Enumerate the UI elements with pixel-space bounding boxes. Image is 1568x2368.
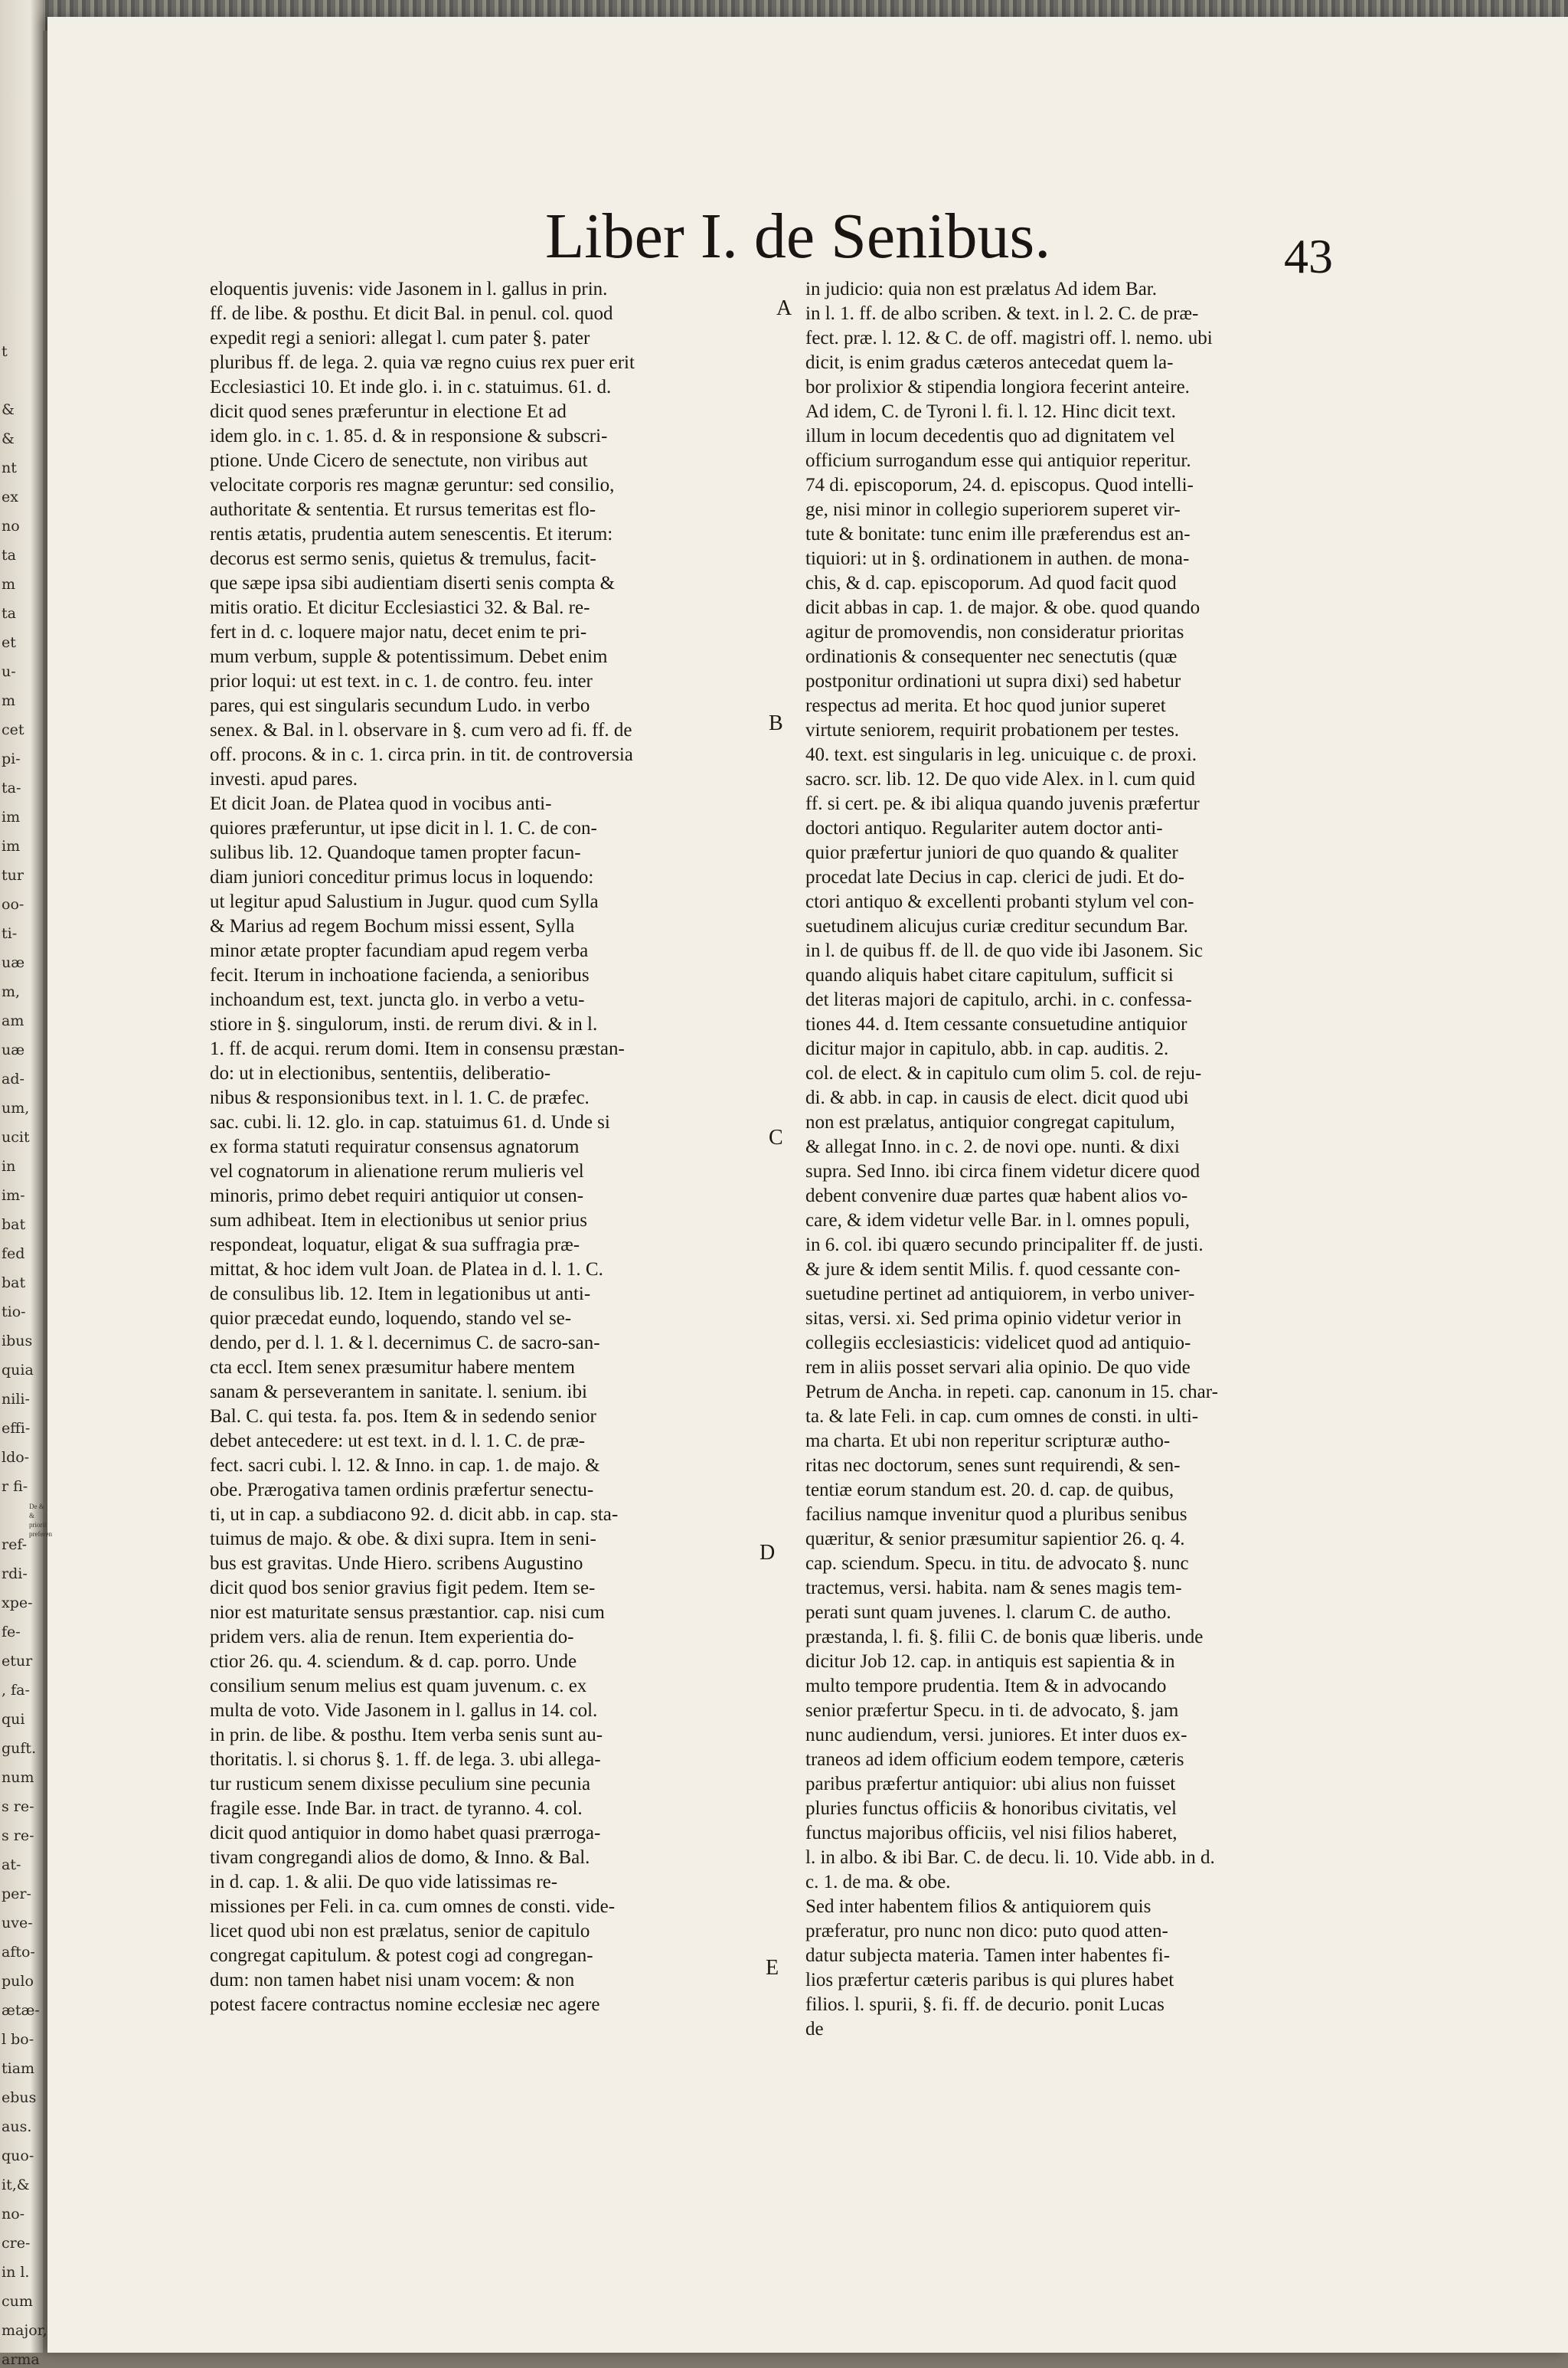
text-line: agitur de promovendis, non consideratur prioritas	[805, 622, 1184, 643]
text-line: in prin. de libe. & posthu. Item verba senis sunt au-	[210, 1725, 603, 1745]
text-line: dicit, is enim gradus cæteros antecedat quem la-	[805, 352, 1174, 373]
text-line: multo tempore prudentia. Item & in advocando	[805, 1676, 1167, 1696]
text-line: collegiis ecclesiasticis: videlicet quod ad antiquio-	[805, 1333, 1191, 1353]
previous-page-fragment: quia	[2, 1362, 34, 1379]
text-line: ff. si cert. pe. & ibi aliqua quando juvenis præfertur	[805, 793, 1200, 814]
text-line: Sed inter habentem filios & antiquiorem quis	[805, 1896, 1152, 1917]
text-line: ge, nisi minor in collegio superiorem superet vir-	[805, 499, 1181, 520]
text-line: debet antecedere: ut est text. in d. l. 1. C. de præ-	[210, 1431, 586, 1451]
text-line: traneos ad idem officium eodem tempore, cæteris	[805, 1749, 1184, 1770]
previous-page-fragment: pi-	[2, 751, 21, 767]
text-line: sac. cubi. li. 12. glo. in cap. statuimus 61. d. Unde si	[210, 1112, 610, 1133]
text-line: dicit quod antiquior in domo habet quasi prærroga-	[210, 1823, 601, 1843]
text-line: fect. præ. l. 12. & C. de off. magistri off. l. nemo. ubi	[805, 328, 1213, 348]
previous-page-fragment: at-	[2, 1856, 21, 1873]
text-line: ti, ut in cap. a subdiacono 92. d. dicit abb. in cap. sta-	[210, 1504, 619, 1525]
text-line: tractemus, versi. habita. nam & senes magis tem-	[805, 1578, 1182, 1598]
text-line: ordinationis & consequenter nec senectutis (quæ	[805, 646, 1178, 667]
previous-page-fragment: u-	[2, 663, 16, 680]
previous-page-fragment: nili-	[2, 1391, 30, 1408]
text-line: Et dicit Joan. de Platea quod in vocibus anti-	[210, 793, 552, 814]
text-line: de consulibus lib. 12. Item in legationibus ut anti-	[210, 1284, 591, 1304]
text-line: Ad idem, C. de Tyroni l. fi. l. 12. Hinc dicit text.	[805, 401, 1176, 422]
text-line: Ecclesiastici 10. Et inde glo. i. in c. statuimus. 61. d.	[210, 377, 612, 397]
previous-page-fragment: in	[2, 1158, 16, 1175]
previous-page-fragment: in l.	[2, 2264, 30, 2281]
text-line: respectus ad merita. Et hoc quod junior superet	[805, 695, 1166, 716]
previous-page-fragment: fe-	[2, 1624, 21, 1640]
previous-page-fragment: nt	[2, 460, 17, 476]
previous-page-fragment: etur	[2, 1653, 33, 1670]
text-line: dicitur major in capitulo, abb. in cap. auditis. 2.	[805, 1038, 1169, 1059]
previous-page-fragment: per-	[2, 1886, 31, 1902]
text-line: in l. 1. ff. de albo scriben. & text. in l. 2. C. de præ-	[805, 303, 1199, 324]
margin-note-line: De &	[29, 1503, 44, 1510]
previous-page-fragment: m,	[2, 983, 21, 1000]
text-line: officium surrogandum esse qui antiquior reperitur.	[805, 450, 1191, 471]
text-line: pluribus ff. de lega. 2. quia væ regno cuius rex puer erit	[210, 352, 635, 373]
text-line: ctori antiquo & excellenti probanti stylum vel con-	[805, 891, 1194, 912]
text-line: procedat late Decius in cap. clerici de judi. Et do-	[805, 867, 1184, 888]
text-line: cap. sciendum. Specu. in titu. de advocato §. nunc	[805, 1553, 1189, 1574]
text-line: & Marius ad regem Bochum missi essent, Sylla	[210, 916, 575, 937]
previous-page-fragment: bat	[2, 1274, 26, 1291]
text-line: bor prolixior & stipendia longiora fecerint anteire.	[805, 377, 1190, 397]
text-line: in judicio: quia non est prælatus Ad idem Bar.	[805, 279, 1157, 299]
text-line: pluries functus officiis & honoribus civitatis, vel	[805, 1798, 1177, 1819]
previous-page-fragment: im-	[2, 1187, 25, 1204]
previous-page-fragment: am	[2, 1012, 24, 1029]
text-line: mitis oratio. Et dicitur Ecclesiastici 32. & Bal. re-	[210, 597, 590, 618]
book-page	[47, 17, 1568, 2353]
page-title: Liber I. de Senibus.	[545, 201, 1051, 272]
previous-page-fragment: ref-	[2, 1536, 28, 1553]
previous-page-fragment: ucit	[2, 1129, 30, 1146]
previous-page-fragment: uve-	[2, 1915, 33, 1931]
text-line: 74 di. episcoporum, 24. d. episcopus. Quod intelli-	[805, 475, 1194, 496]
text-line: diam juniori conceditur primus locus in loquendo:	[210, 867, 594, 888]
previous-page-fragment: tiam	[2, 2060, 35, 2077]
previous-page-fragment: no-	[2, 2206, 25, 2222]
previous-page-fragment: um,	[2, 1100, 30, 1117]
text-line: tur rusticum senem dixisse peculium sine pecunia	[210, 1774, 591, 1794]
text-line: ptione. Unde Cicero de senectute, non viribus aut	[210, 450, 588, 471]
text-line: chis, & d. cap. episcoporum. Ad quod facit quod	[805, 573, 1177, 594]
text-line: ut legitur apud Salustium in Jugur. quod cum Sylla	[210, 891, 599, 912]
text-line: minor ætate propter facundiam apud regem verba	[210, 940, 589, 961]
text-line: supra. Sed Inno. ibi circa finem videtur dicere quod	[805, 1161, 1200, 1182]
text-line: nior est maturitate sensus præstantior. cap. nisi cum	[210, 1602, 605, 1623]
previous-page-fragment: ti-	[2, 925, 18, 942]
previous-page-fragment: it,&	[2, 2177, 30, 2193]
text-line: sitas, versi. xi. Sed prima opinio videtur verior in	[805, 1308, 1181, 1329]
text-line: functus majoribus officiis, vel nisi filios haberet,	[805, 1823, 1178, 1843]
text-line: investi. apud pares.	[210, 769, 358, 790]
text-line: prior loqui: ut est text. in c. 1. de contro. feu. inter	[210, 671, 593, 692]
text-line: expedit regi a seniori: allegat l. cum pater §. pater	[210, 328, 590, 348]
previous-page-fragment: m	[2, 576, 16, 593]
text-line: velocitate corporis res magnæ geruntur: sed consilio,	[210, 475, 615, 496]
previous-page-fragment: num	[2, 1769, 34, 1786]
previous-page-fragment: pulo	[2, 1973, 34, 1990]
text-line: quando aliquis habet citare capitulum, sufficit si	[805, 965, 1174, 986]
previous-page-fragment: et	[2, 634, 16, 651]
text-line: di. & abb. in cap. in causis de elect. dicit quod ubi	[805, 1088, 1189, 1108]
margin-note-line: priorit	[29, 1521, 47, 1529]
margin-note-line: preferen	[29, 1530, 52, 1538]
text-line: ex forma statuti requiratur consensus agnatorum	[210, 1137, 580, 1157]
text-line: Petrum de Ancha. in repeti. cap. canonum in 15. char-	[805, 1382, 1218, 1402]
text-line: filios. l. spurii, §. fi. ff. de decurio. ponit Lucas	[805, 1994, 1165, 2015]
text-line: sulibus lib. 12. Quandoque tamen propter facun-	[210, 842, 581, 863]
text-line: præstanda, l. fi. §. filii C. de bonis quæ liberis. unde	[805, 1627, 1204, 1647]
text-line: facilius namque invenitur quod a pluribus senibus	[805, 1504, 1187, 1525]
text-line: quiores præferuntur, ut ipse dicit in l. 1. C. de con-	[210, 818, 597, 839]
previous-page-fragment: ta	[2, 547, 16, 564]
previous-page-fragment: guft.	[2, 1740, 37, 1757]
previous-page-fragment: bat	[2, 1216, 26, 1233]
previous-page-fragment: oo-	[2, 896, 24, 913]
text-line: dicit abbas in cap. 1. de major. & obe. quod quando	[805, 597, 1200, 618]
previous-page-fragment: ibus	[2, 1333, 33, 1349]
text-line: tute & bonitate: tunc enim ille præferendus est an-	[805, 524, 1191, 545]
previous-page-fragment: l bo-	[2, 2031, 34, 2048]
text-line: tuimus de majo. & obe. & dixi supra. Item in seni-	[210, 1529, 596, 1549]
text-line: eloquentis juvenis: vide Jasonem in l. gallus in prin.	[210, 279, 608, 299]
text-line: 40. text. est singularis in leg. unicuique c. de proxi.	[805, 744, 1197, 765]
section-marker-b: B	[769, 711, 783, 735]
text-line: ma charta. Et ubi non reperitur scripturæ autho-	[805, 1431, 1171, 1451]
text-line: fecit. Iterum in inchoatione facienda, a senioribus	[210, 965, 590, 986]
text-line: mum verbum, supple & potentissimum. Debet enim	[210, 646, 608, 667]
text-line: debent convenire duæ partes quæ habent alios vo-	[805, 1186, 1188, 1206]
text-line: multa de voto. Vide Jasonem in l. gallus in 14. col.	[210, 1700, 598, 1721]
previous-page-fragment: ta-	[2, 780, 21, 796]
text-line: off. procons. & in c. 1. circa prin. in tit. de controversia	[210, 744, 633, 765]
text-line: tivam congregandi alios de domo, & Inno. & Bal.	[210, 1847, 590, 1868]
text-line: dicitur Job 12. cap. in antiquis est sapientia & in	[805, 1651, 1175, 1672]
previous-page-fragment: ex	[2, 489, 18, 505]
text-line: perati sunt quam juvenes. l. clarum C. de autho.	[805, 1602, 1171, 1623]
previous-page-fragment: effi-	[2, 1420, 31, 1437]
text-line: & allegat Inno. in c. 2. de novi ope. nunti. & dixi	[805, 1137, 1180, 1157]
text-line: fert in d. c. loquere major natu, decet enim te pri-	[210, 622, 587, 643]
text-line: ff. de libe. & posthu. Et dicit Bal. in penul. col. quod	[210, 303, 613, 324]
previous-page-fragment: ldo-	[2, 1449, 30, 1466]
text-line: cta eccl. Item senex præsumitur habere mentem	[210, 1357, 575, 1378]
previous-page-fragment: uæ	[2, 954, 25, 971]
text-line: suetudinem alicujus curiæ creditur secundum Bar.	[805, 916, 1188, 937]
text-line: pridem vers. alia de renun. Item experientia do-	[210, 1627, 574, 1647]
text-line: inchoandum est, text. juncta glo. in verbo a vetu-	[210, 989, 585, 1010]
text-line: dicit quod bos senior gravius figit pedem. Item se-	[210, 1578, 596, 1598]
text-line: det literas majori de capitulo, archi. in c. confessa-	[805, 989, 1192, 1010]
previous-page-fragment: tio-	[2, 1303, 26, 1320]
text-line: vel cognatorum in alienatione rerum mulieris vel	[210, 1161, 584, 1182]
text-line: senior præfertur Specu. in ti. de advocato, §. jam	[805, 1700, 1179, 1721]
text-line: tiones 44. d. Item cessante consuetudine antiquior	[805, 1014, 1187, 1035]
text-line: c. 1. de ma. & obe.	[805, 1872, 951, 1892]
previous-page-fragment: ebus	[2, 2089, 37, 2106]
previous-page-fragment: t	[2, 343, 8, 360]
previous-page-fragment: arma	[2, 2351, 40, 2368]
text-line: mittat, & hoc idem vult Joan. de Platea in d. l. 1. C.	[210, 1259, 603, 1280]
text-line: authoritate & sententia. Et rursus temeritas est flo-	[210, 499, 596, 520]
previous-page-fragment: cum	[2, 2293, 33, 2310]
text-line: illum in locum decedentis quo ad dignitatem vel	[805, 426, 1175, 446]
previous-page-fragment: tur	[2, 867, 24, 884]
text-line: ritas nec doctorum, senes sunt requirendi, & sen-	[805, 1455, 1181, 1476]
text-line: licet quod ubi non est prælatus, senior de capitulo	[210, 1921, 590, 1941]
previous-page-fragment: s re-	[2, 1827, 34, 1844]
section-marker-e: E	[766, 1956, 779, 1980]
page-number: 43	[1284, 229, 1333, 283]
text-line: fect. sacri cubi. l. 12. & Inno. in cap. 1. de majo. &	[210, 1455, 600, 1476]
previous-page-fragment: cet	[2, 721, 24, 738]
previous-page-fragment: r fi-	[2, 1478, 28, 1495]
text-line: præferatur, pro nunc non dico: puto quod atten-	[805, 1921, 1168, 1941]
text-line: non est prælatus, antiquior congregat capitulum,	[805, 1112, 1175, 1133]
section-marker-d: D	[760, 1541, 776, 1565]
text-line: rem in aliis posset servari alia opinio. De quo vide	[805, 1357, 1191, 1378]
previous-page-fragment: fed	[2, 1245, 25, 1262]
previous-page-fragment: , fa-	[2, 1682, 30, 1699]
text-line: potest facere contractus nomine ecclesiæ nec agere	[210, 1994, 600, 2015]
previous-page-fragment: ad-	[2, 1071, 24, 1088]
section-marker-a: A	[776, 296, 792, 320]
previous-page-fragment: im	[2, 838, 21, 855]
text-line: care, & idem videtur velle Bar. in l. omnes populi,	[805, 1210, 1190, 1231]
text-line: ctior 26. qu. 4. sciendum. & d. cap. porro. Unde	[210, 1651, 577, 1672]
previous-page-fragment: im	[2, 809, 21, 826]
previous-page-fragment: &	[2, 401, 15, 418]
text-line: de	[805, 2019, 824, 2039]
text-line: senex. & Bal. in l. observare in §. cum vero ad fi. ff. de	[210, 720, 632, 741]
text-line: in d. cap. 1. & alii. De quo vide latissimas re-	[210, 1872, 558, 1892]
text-line: obe. Prærogativa tamen ordinis præfertur senectu-	[210, 1480, 594, 1500]
text-line: datur subjecta materia. Tamen inter habentes fi-	[805, 1945, 1171, 1966]
text-line: nibus & responsionibus text. in l. 1. C. de præfec.	[210, 1088, 590, 1108]
previous-page-fragment: aus.	[2, 2118, 32, 2135]
text-line: in l. de quibus ff. de ll. de quo vide ibi Jasonem. Sic	[805, 940, 1203, 961]
text-line: quior præcedat eundo, loquendo, stando vel se-	[210, 1308, 572, 1329]
previous-page-fragment: no	[2, 518, 20, 535]
text-line: 1. ff. de acqui. rerum domi. Item in consensu præstan-	[210, 1038, 625, 1059]
text-line: do: ut in electionibus, sententiis, deliberatio-	[210, 1063, 551, 1084]
text-line: virtute seniorem, requirit probationem per testes.	[805, 720, 1180, 741]
text-line: minoris, primo debet requiri antiquior ut consen-	[210, 1186, 584, 1206]
left-text-column	[210, 277, 780, 2017]
text-line: postponitur ordinationi ut supra dixi) sed habetur	[805, 671, 1181, 692]
text-line: sum adhibeat. Item in electionibus ut senior prius	[210, 1210, 587, 1231]
text-line: bus est gravitas. Unde Hiero. scribens Augustino	[210, 1553, 583, 1574]
text-line: fragile esse. Inde Bar. in tract. de tyranno. 4. col.	[210, 1798, 583, 1819]
previous-page-fragment: m	[2, 692, 16, 709]
text-line: lios præfertur cæteris paribus is qui plures habet	[805, 1970, 1174, 1990]
text-line: quior præfertur juniori de quo quando & qualiter	[805, 842, 1178, 863]
previous-page-fragment: &	[2, 430, 15, 447]
text-line: sanam & perseverantem in sanitate. l. senium. ibi	[210, 1382, 587, 1402]
right-text-column	[805, 277, 1376, 2042]
previous-page-edge	[0, 0, 47, 2368]
section-marker-c: C	[769, 1126, 783, 1150]
previous-page-fragment: s re-	[2, 1798, 34, 1815]
text-line: nunc audiendum, versi. juniores. Et inter duos ex-	[805, 1725, 1187, 1745]
text-line: rentis ætatis, prudentia autem senescentis. Et iterum:	[210, 524, 613, 545]
text-line: quæritur, & senior præsumitur sapientior 26. q. 4.	[805, 1529, 1185, 1549]
text-line: tiquiori: ut in §. ordinationem in authen. de mona-	[805, 548, 1190, 569]
previous-page-fragment: uæ	[2, 1042, 25, 1058]
text-line: missiones per Feli. in ca. cum omnes de consti. vide-	[210, 1896, 616, 1917]
previous-page-fragment: rdi-	[2, 1565, 28, 1582]
previous-page-fragment: ta	[2, 605, 16, 622]
text-line: decorus est sermo senis, quietus & tremulus, facit-	[210, 548, 596, 569]
text-line: idem glo. in c. 1. 85. d. & in responsione & subscri-	[210, 426, 608, 446]
text-line: dendo, per d. l. 1. & l. decernimus C. de sacro-san-	[210, 1333, 600, 1353]
previous-page-fragment: cre-	[2, 2235, 31, 2252]
text-line: consilium senum melius est quam juvenum. c. ex	[210, 1676, 587, 1696]
previous-page-fragment: xpe-	[2, 1594, 33, 1611]
text-line: paribus præfertur antiquior: ubi alius non fuisset	[805, 1774, 1176, 1794]
text-line: ta. & late Feli. in cap. cum omnes de consti. in ulti-	[805, 1406, 1199, 1427]
text-line: col. de elect. & in capitulo cum olim 5. col. de reju-	[805, 1063, 1202, 1084]
text-line: thoritatis. l. si chorus §. 1. ff. de lega. 3. ubi allega-	[210, 1749, 601, 1770]
text-line: sacro. scr. lib. 12. De quo vide Alex. in l. cum quid	[805, 769, 1195, 790]
text-line: l. in albo. & ibi Bar. C. de decu. li. 10. Vide abb. in d.	[805, 1847, 1215, 1868]
previous-page-fragment: afto-	[2, 1944, 35, 1961]
previous-page-fragment: quo-	[2, 2147, 34, 2164]
text-line: in 6. col. ibi quæro secundo principaliter ff. de justi.	[805, 1235, 1204, 1255]
previous-page-fragment: qui	[2, 1711, 25, 1728]
margin-note-line: &	[29, 1512, 35, 1519]
text-line: stiore in §. singulorum, insti. de rerum divi. & in l.	[210, 1014, 598, 1035]
text-line: dum: non tamen habet nisi unam vocem: & non	[210, 1970, 575, 1990]
text-line: & jure & idem sentit Milis. f. quod cessante con-	[805, 1259, 1181, 1280]
previous-page-fragment: ætæ-	[2, 2002, 40, 2019]
text-line: dicit quod senes præferuntur in electione Et ad	[210, 401, 567, 422]
text-line: suetudine pertinet ad antiquiorem, in verbo univer-	[805, 1284, 1195, 1304]
text-line: Bal. C. qui testa. fa. pos. Item & in sedendo senior	[210, 1406, 596, 1427]
text-line: doctori antiquo. Regulariter autem doctor anti-	[805, 818, 1163, 839]
text-line: que sæpe ipsa sibi audientiam diserti senis compta &	[210, 573, 616, 594]
text-line: pares, qui est singularis secundum Ludo. in verbo	[210, 695, 590, 716]
previous-page-fragment: major,	[2, 2322, 47, 2339]
text-line: tentiæ eorum standum est. 20. d. cap. de quibus,	[805, 1480, 1174, 1500]
text-line: respondeat, loquatur, eligat & sua suffragia præ-	[210, 1235, 580, 1255]
text-line: congregat capitulum. & potest cogi ad congregan-	[210, 1945, 593, 1966]
